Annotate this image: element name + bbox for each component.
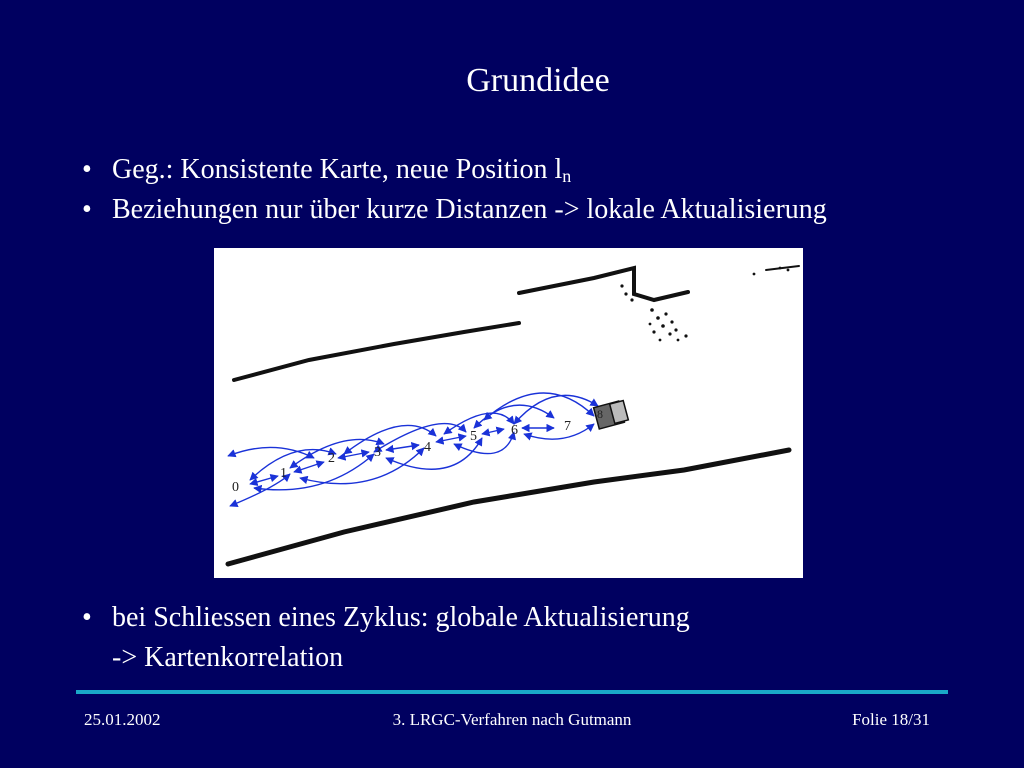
- bullet-text: Beziehungen nur über kurze Distanzen -> lokale Aktualisierung: [112, 194, 827, 225]
- bullet-list-bottom: [78, 598, 690, 678]
- node-label: 4: [424, 440, 431, 455]
- footer-page-number: Folie 18/31: [852, 710, 930, 729]
- footer-rule: [76, 690, 948, 694]
- node-label: 7: [564, 419, 571, 434]
- node-label: 1: [280, 466, 287, 481]
- wall-upper-left: [234, 323, 519, 380]
- bullet-subscript: n: [562, 166, 572, 186]
- map-illustration: [214, 248, 803, 578]
- node-label: 6: [511, 423, 518, 438]
- bullet-item: [78, 150, 827, 190]
- footer-title: 3. LRGC-Verfahren nach Gutmann: [392, 710, 632, 729]
- scan-noise: [620, 267, 789, 342]
- wall-lower: [228, 450, 789, 564]
- bullet-text: Geg.: Konsistente Karte, neue Position l: [112, 154, 563, 185]
- bullet-item: [78, 598, 690, 678]
- scan-walls: [228, 266, 799, 564]
- bullet-continuation: -> Kartenkorrelation: [112, 642, 344, 673]
- node-label: 2: [328, 451, 335, 466]
- node-label: 8: [597, 407, 603, 421]
- slide-title: Grundidee: [466, 62, 610, 99]
- footer-date: 25.01.2002: [84, 710, 161, 729]
- bullet-list-top: [78, 150, 827, 230]
- node-label: 5: [470, 429, 477, 444]
- node-label: 3: [374, 445, 381, 460]
- map-figure: [214, 248, 803, 578]
- bullet-text: bei Schliessen eines Zyklus: globale Aktualisierung: [112, 602, 690, 633]
- node-labels: [232, 407, 603, 495]
- bullet-item: [78, 190, 827, 230]
- wall-upper-right: [519, 268, 688, 300]
- wall-far-right: [766, 266, 799, 270]
- node-label: 0: [232, 480, 239, 495]
